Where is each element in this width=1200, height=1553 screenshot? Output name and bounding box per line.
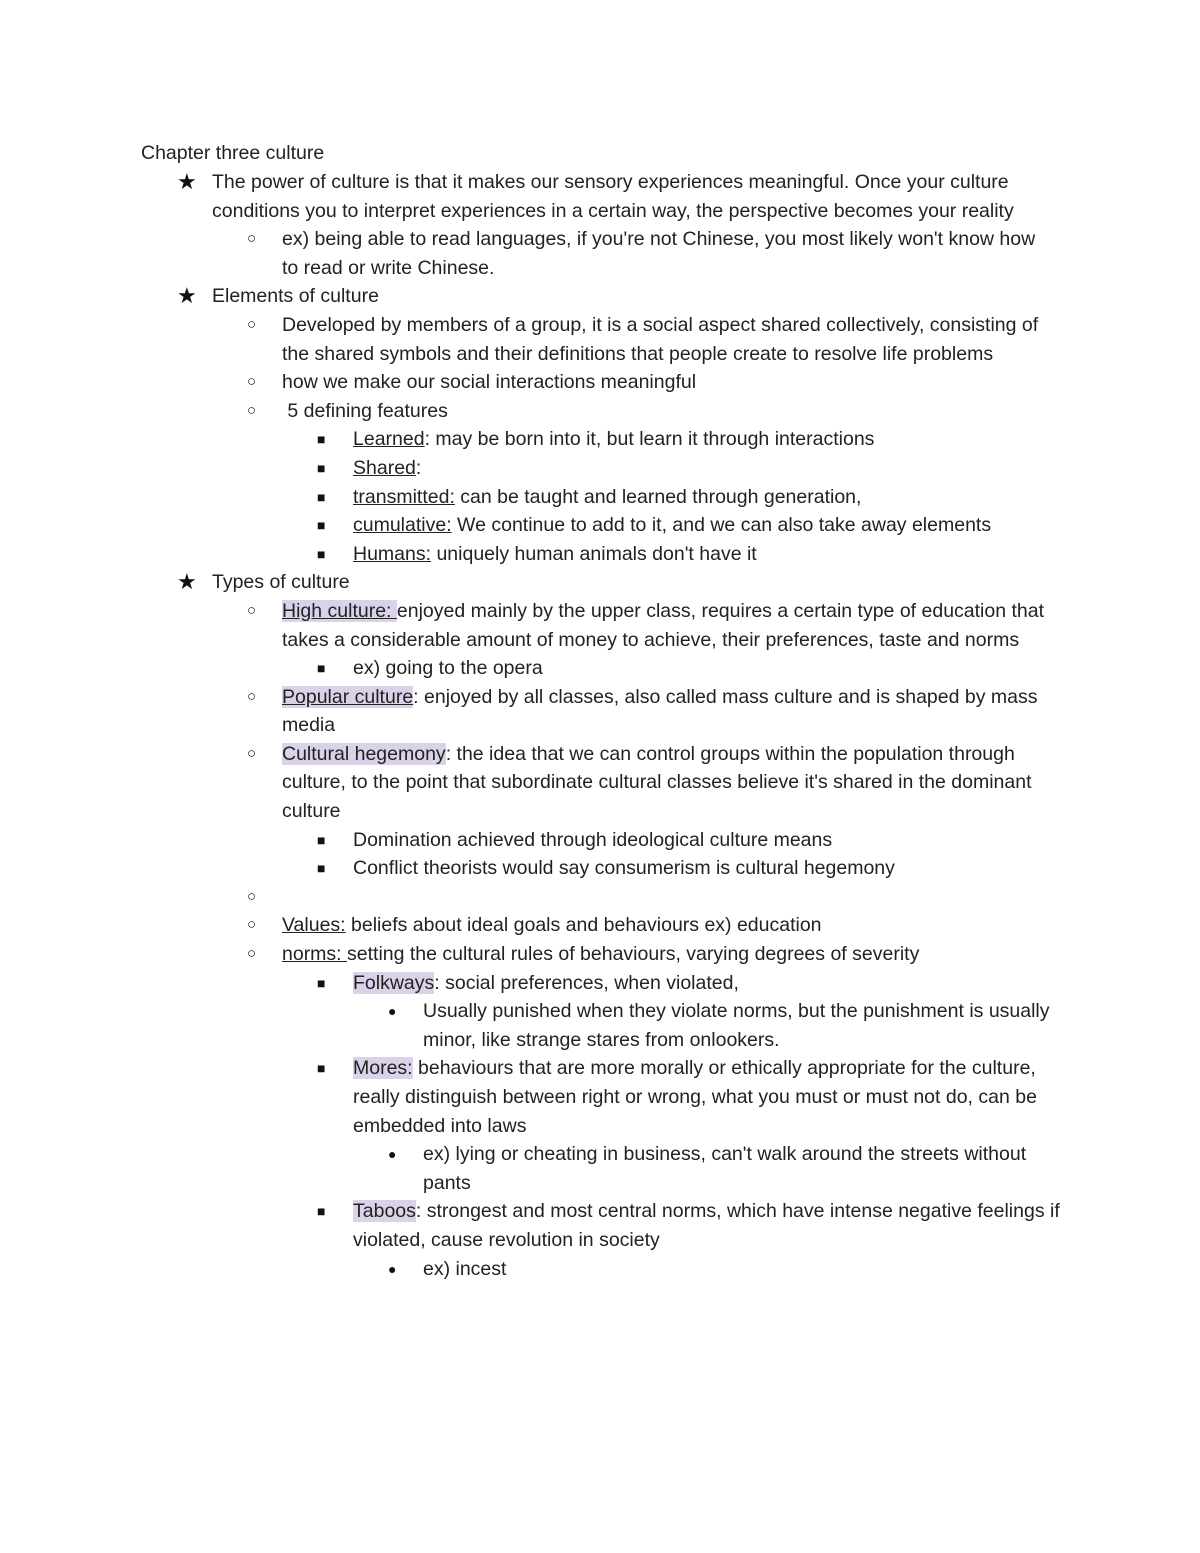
circle-bullet-icon: ○ xyxy=(247,401,257,419)
list-text: ex) incest xyxy=(423,1257,507,1280)
list-item xyxy=(0,454,1063,483)
list-item xyxy=(0,225,1052,282)
list-text: ex) lying or cheating in business, can't walk around the streets without pants xyxy=(423,1143,1027,1194)
square-bullet-icon: ■ xyxy=(317,488,326,505)
list-text: : the idea that we can control groups within the population through culture, to the point that subordinate cultural classes believe it's shared in the dominant culture xyxy=(282,742,1032,823)
list-item xyxy=(0,282,1058,311)
list-text: Developed by members of a group, it is a social aspect shared collectively, consisting of the shared symbols and their definitions that people create to resolve life problems xyxy=(282,313,1039,365)
list-item xyxy=(0,483,1063,512)
term-norms: norms: xyxy=(282,943,348,966)
circle-bullet-icon: ○ xyxy=(247,945,257,963)
list-text: behaviours that are more morally or ethically appropriate for the culture, really distinguish between right or wrong, what you must or must not do, can be embedded into laws xyxy=(353,1057,1037,1137)
list-item xyxy=(0,911,1052,940)
circle-bullet-icon: ○ xyxy=(247,887,257,905)
square-bullet-icon: ■ xyxy=(317,860,326,877)
dot-bullet-icon: ● xyxy=(388,1003,397,1020)
list-text: Domination achieved through ideological culture means xyxy=(353,828,833,851)
list-text: how we make our social interactions meaningful xyxy=(282,371,697,394)
list-text: 5 defining features xyxy=(282,399,448,422)
square-bullet-icon: ■ xyxy=(317,517,326,534)
list-item xyxy=(0,1054,1063,1140)
circle-bullet-icon: ○ xyxy=(247,744,257,762)
outline-list xyxy=(0,168,1200,1283)
list-text: Conflict theorists would say consumerism is cultural hegemony xyxy=(353,857,895,880)
feature-text: can be taught and learned through generation, xyxy=(454,485,862,508)
feature-term: cumulative: xyxy=(353,514,452,537)
list-item xyxy=(0,168,1058,225)
list-text: : social preferences, when violated, xyxy=(434,971,739,994)
square-bullet-icon: ■ xyxy=(317,545,326,562)
circle-bullet-icon: ○ xyxy=(247,373,257,391)
term-folkways: Folkways xyxy=(353,971,435,994)
intro-example: ex) being able to read languages, if you're not Chinese, you most likely won't know how to read or write Chinese. xyxy=(282,228,1036,279)
square-bullet-icon: ■ xyxy=(317,974,326,991)
dot-bullet-icon: ● xyxy=(388,1146,397,1163)
list-item xyxy=(0,311,1052,368)
feature-term: Learned xyxy=(353,428,425,451)
feature-text: We continue to add to it, and we can also take away elements xyxy=(451,514,992,537)
list-text: enjoyed mainly by the upper class, requires a certain type of education that takes a considerable amount of money to achieve, their preferences, taste and norms xyxy=(282,599,1045,651)
list-item xyxy=(0,683,1052,740)
term-taboos: Taboos xyxy=(353,1200,416,1223)
feature-term: Shared xyxy=(353,456,416,479)
list-item xyxy=(0,1140,1063,1197)
circle-bullet-icon: ○ xyxy=(247,315,257,333)
list-text: ex) going to the opera xyxy=(353,657,543,680)
square-bullet-icon: ■ xyxy=(317,1060,326,1077)
list-item xyxy=(0,740,1052,826)
list-item xyxy=(0,368,1052,397)
term-high-culture: High culture: xyxy=(282,599,397,622)
circle-bullet-icon: ○ xyxy=(247,916,257,934)
list-text: : strongest and most central norms, which have intense negative feelings if violated, cause revolution in society xyxy=(353,1200,1060,1251)
section-heading: Elements of culture xyxy=(212,285,379,308)
feature-text: uniquely human animals don't have it xyxy=(431,542,757,565)
list-item xyxy=(0,1255,1063,1284)
list-item xyxy=(0,654,1063,683)
term-mores: Mores: xyxy=(353,1057,413,1080)
list-item xyxy=(0,568,1058,597)
feature-term: Humans: xyxy=(353,542,432,565)
circle-bullet-icon: ○ xyxy=(247,230,257,248)
square-bullet-icon: ■ xyxy=(317,431,326,448)
square-bullet-icon: ■ xyxy=(317,459,326,476)
term-values: Values: xyxy=(282,914,346,937)
term-cultural-hegemony: Cultural hegemony xyxy=(282,742,446,765)
doc-title: Chapter three culture xyxy=(141,142,325,164)
list-item xyxy=(0,997,1063,1054)
square-bullet-icon: ■ xyxy=(317,1203,326,1220)
square-bullet-icon: ■ xyxy=(317,660,326,677)
feature-text: : may be born into it, but learn it through interactions xyxy=(424,428,875,451)
list-text: : enjoyed by all classes, also called mass culture and is shaped by mass media xyxy=(282,685,1038,737)
list-item xyxy=(0,883,1052,912)
circle-bullet-icon: ○ xyxy=(247,687,257,705)
intro-text: The power of culture is that it makes our sensory experiences meaningful. Once your culture conditions you to interpret experiences in a certain way, the perspective becomes your reality xyxy=(212,171,1014,222)
star-bullet-icon: ★ xyxy=(177,283,197,309)
circle-bullet-icon: ○ xyxy=(247,601,257,619)
list-item xyxy=(0,540,1063,569)
star-bullet-icon: ★ xyxy=(177,569,197,595)
list-item xyxy=(0,425,1063,454)
star-bullet-icon: ★ xyxy=(177,169,197,194)
list-item xyxy=(0,854,1063,883)
term-popular-culture: Popular culture xyxy=(282,685,414,708)
dot-bullet-icon: ● xyxy=(388,1260,397,1277)
section-heading: Types of culture xyxy=(212,571,350,594)
list-text: setting the cultural rules of behaviours, varying degrees of severity xyxy=(347,943,920,966)
square-bullet-icon: ■ xyxy=(317,831,326,848)
list-item xyxy=(0,511,1063,540)
list-item xyxy=(0,1197,1063,1254)
list-item xyxy=(0,969,1063,998)
list-text: Usually punished when they violate norms, but the punishment is usually minor, like strange stares from onlookers. xyxy=(423,1000,1050,1051)
list-text: beliefs about ideal goals and behaviours ex) education xyxy=(345,914,822,937)
list-item xyxy=(0,940,1052,969)
list-item xyxy=(0,826,1063,855)
list-item xyxy=(0,397,1052,426)
list-item xyxy=(0,597,1052,654)
feature-text: : xyxy=(415,456,422,479)
feature-term: transmitted: xyxy=(353,485,455,508)
